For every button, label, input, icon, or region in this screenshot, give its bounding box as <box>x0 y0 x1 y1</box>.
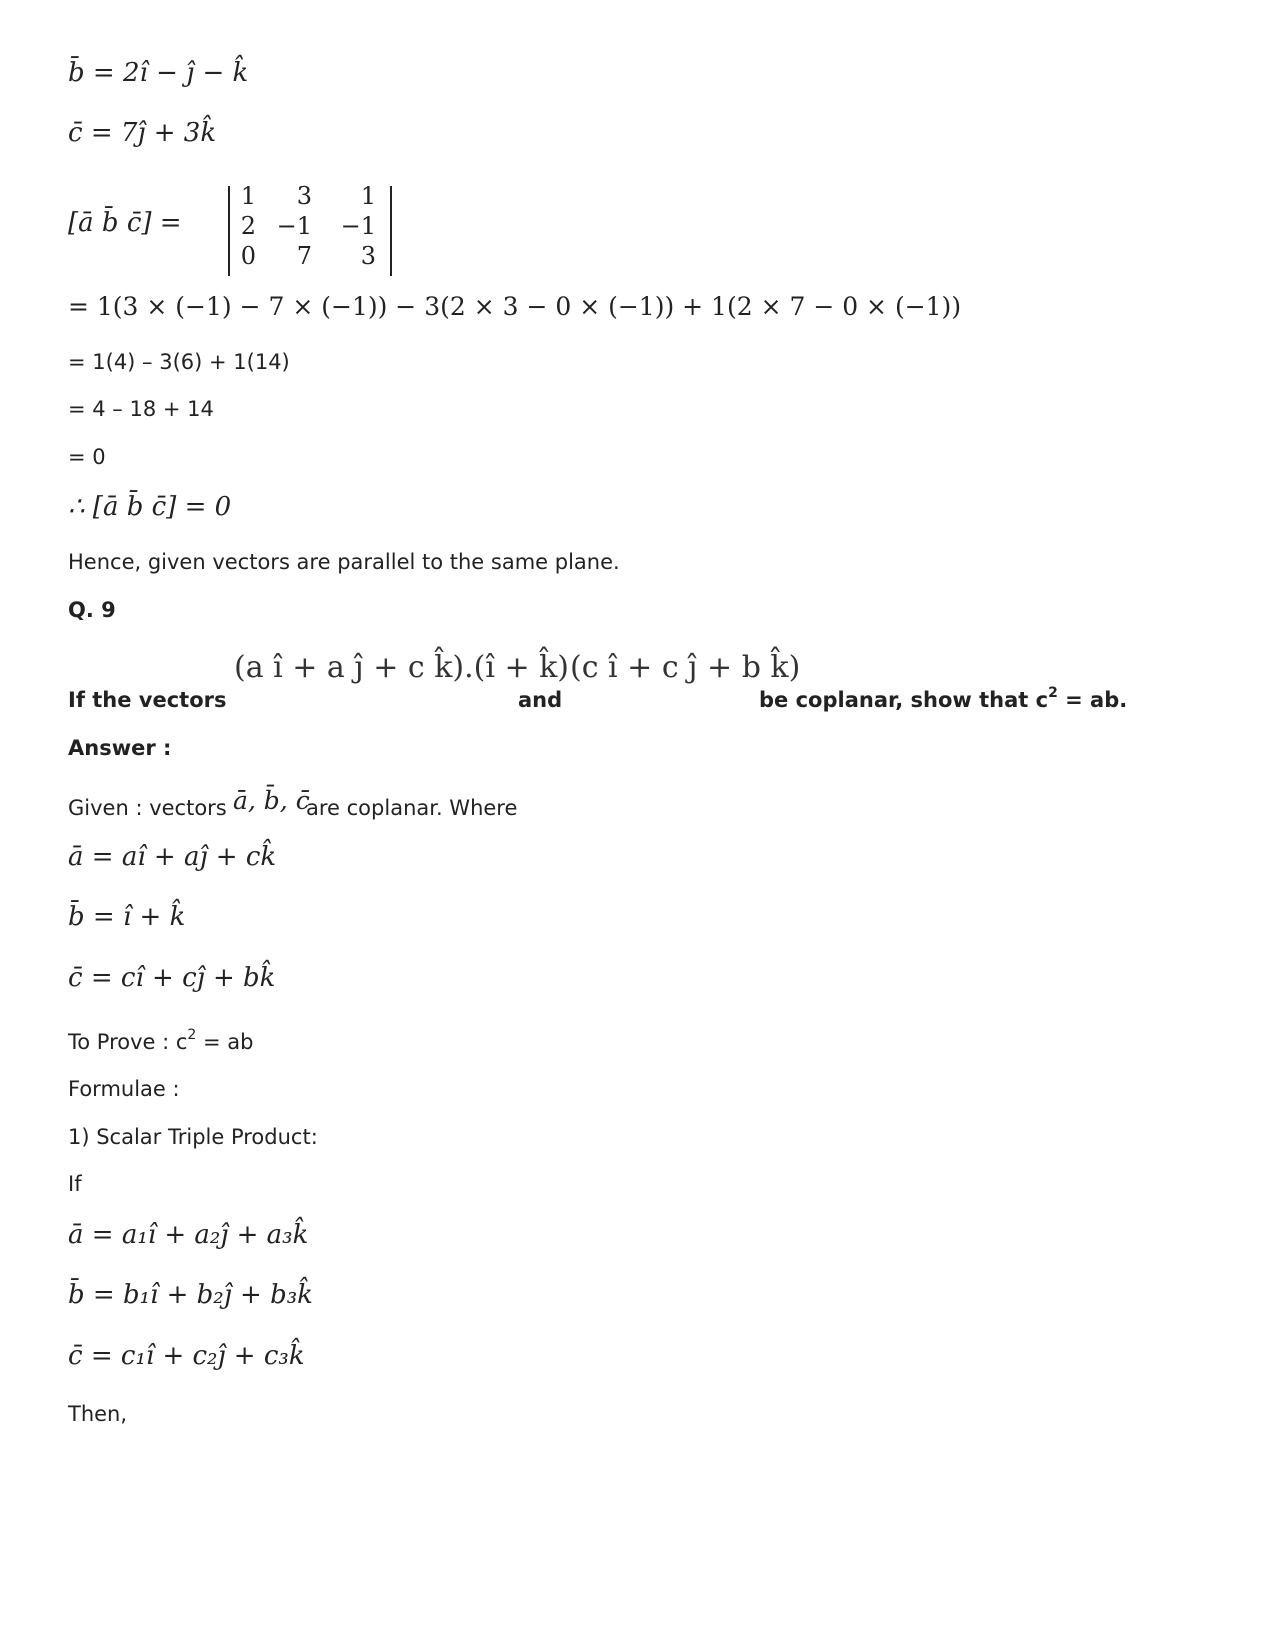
question-number: Q. 9 <box>68 598 116 622</box>
det-cell-r2c2: −1 <box>276 212 312 240</box>
given-vectors: ā, b̄, c̄ <box>233 786 310 815</box>
det-cell-r3c2: 7 <box>296 242 312 270</box>
step-3: = 0 <box>68 445 106 469</box>
b-vector-definition: b̄ = 2î − ĵ − k̂ <box>68 58 249 88</box>
c-vector-given: c̄ = cî + cĵ + bk̂ <box>68 963 276 993</box>
given-prefix: Given : vectors <box>68 796 227 820</box>
det-cell-r1c3: 1 <box>360 182 376 210</box>
det-cell-r3c3: 3 <box>360 242 376 270</box>
det-cell-r2c1: 2 <box>240 212 256 240</box>
given-suffix: are coplanar. Where <box>306 796 518 820</box>
then-text: Then, <box>68 1402 128 1426</box>
question-suffix <box>759 685 1128 712</box>
c-vector-definition: c̄ = 7ĵ + 3k̂ <box>68 118 217 148</box>
det-cell-r3c1: 0 <box>240 242 256 270</box>
a-general-form: ā = a₁î + a₂ĵ + a₃k̂ <box>68 1220 309 1250</box>
b-vector-given: b̄ = î + k̂ <box>68 902 186 932</box>
det-cell-r1c2: 3 <box>296 182 312 210</box>
c-general-form: c̄ = c₁î + c₂ĵ + c₃k̂ <box>68 1341 305 1371</box>
determinant-expansion: = 1(3 × (−1) − 7 × (−1)) − 3(2 × 3 − 0 × (−1)) + 1(2 × 7 − 0 × (−1)) <box>68 292 962 321</box>
determinant-lhs: [ā b̄ c̄] = <box>68 208 182 238</box>
if-text: If <box>68 1172 82 1196</box>
a-vector-given: ā = aî + aĵ + ck̂ <box>68 842 277 872</box>
question-suffix-post: = ab. <box>1057 688 1128 712</box>
to-prove-post: = ab <box>196 1030 254 1054</box>
to-prove-line <box>68 1027 254 1054</box>
to-prove-pre: To Prove : c <box>68 1030 188 1054</box>
scalar-triple-product-heading: 1) Scalar Triple Product: <box>68 1125 318 1149</box>
question-vector-1: (a î + a ĵ + c k̂).(î + k̂) <box>234 650 570 685</box>
therefore-line: ∴ [ā b̄ c̄] = 0 <box>68 492 232 522</box>
question-and: and <box>518 688 563 712</box>
question-vector-2: (c î + c ĵ + b k̂) <box>570 650 801 685</box>
step-2: = 4 – 18 + 14 <box>68 397 214 421</box>
to-prove-sup: 2 <box>187 1027 197 1043</box>
conclusion-text: Hence, given vectors are parallel to the same plane. <box>68 550 620 574</box>
det-cell-r1c1: 1 <box>240 182 256 210</box>
step-1: = 1(4) – 3(6) + 1(14) <box>68 350 290 374</box>
det-cell-r2c3: −1 <box>340 212 376 240</box>
question-suffix-sup: 2 <box>1048 685 1058 701</box>
formulae-heading: Formulae : <box>68 1077 180 1101</box>
b-general-form: b̄ = b₁î + b₂ĵ + b₃k̂ <box>68 1280 313 1310</box>
question-suffix-pre: be coplanar, show that c <box>759 688 1049 712</box>
determinant-matrix <box>228 182 392 276</box>
answer-heading: Answer : <box>68 736 172 760</box>
question-prefix: If the vectors <box>68 688 227 712</box>
